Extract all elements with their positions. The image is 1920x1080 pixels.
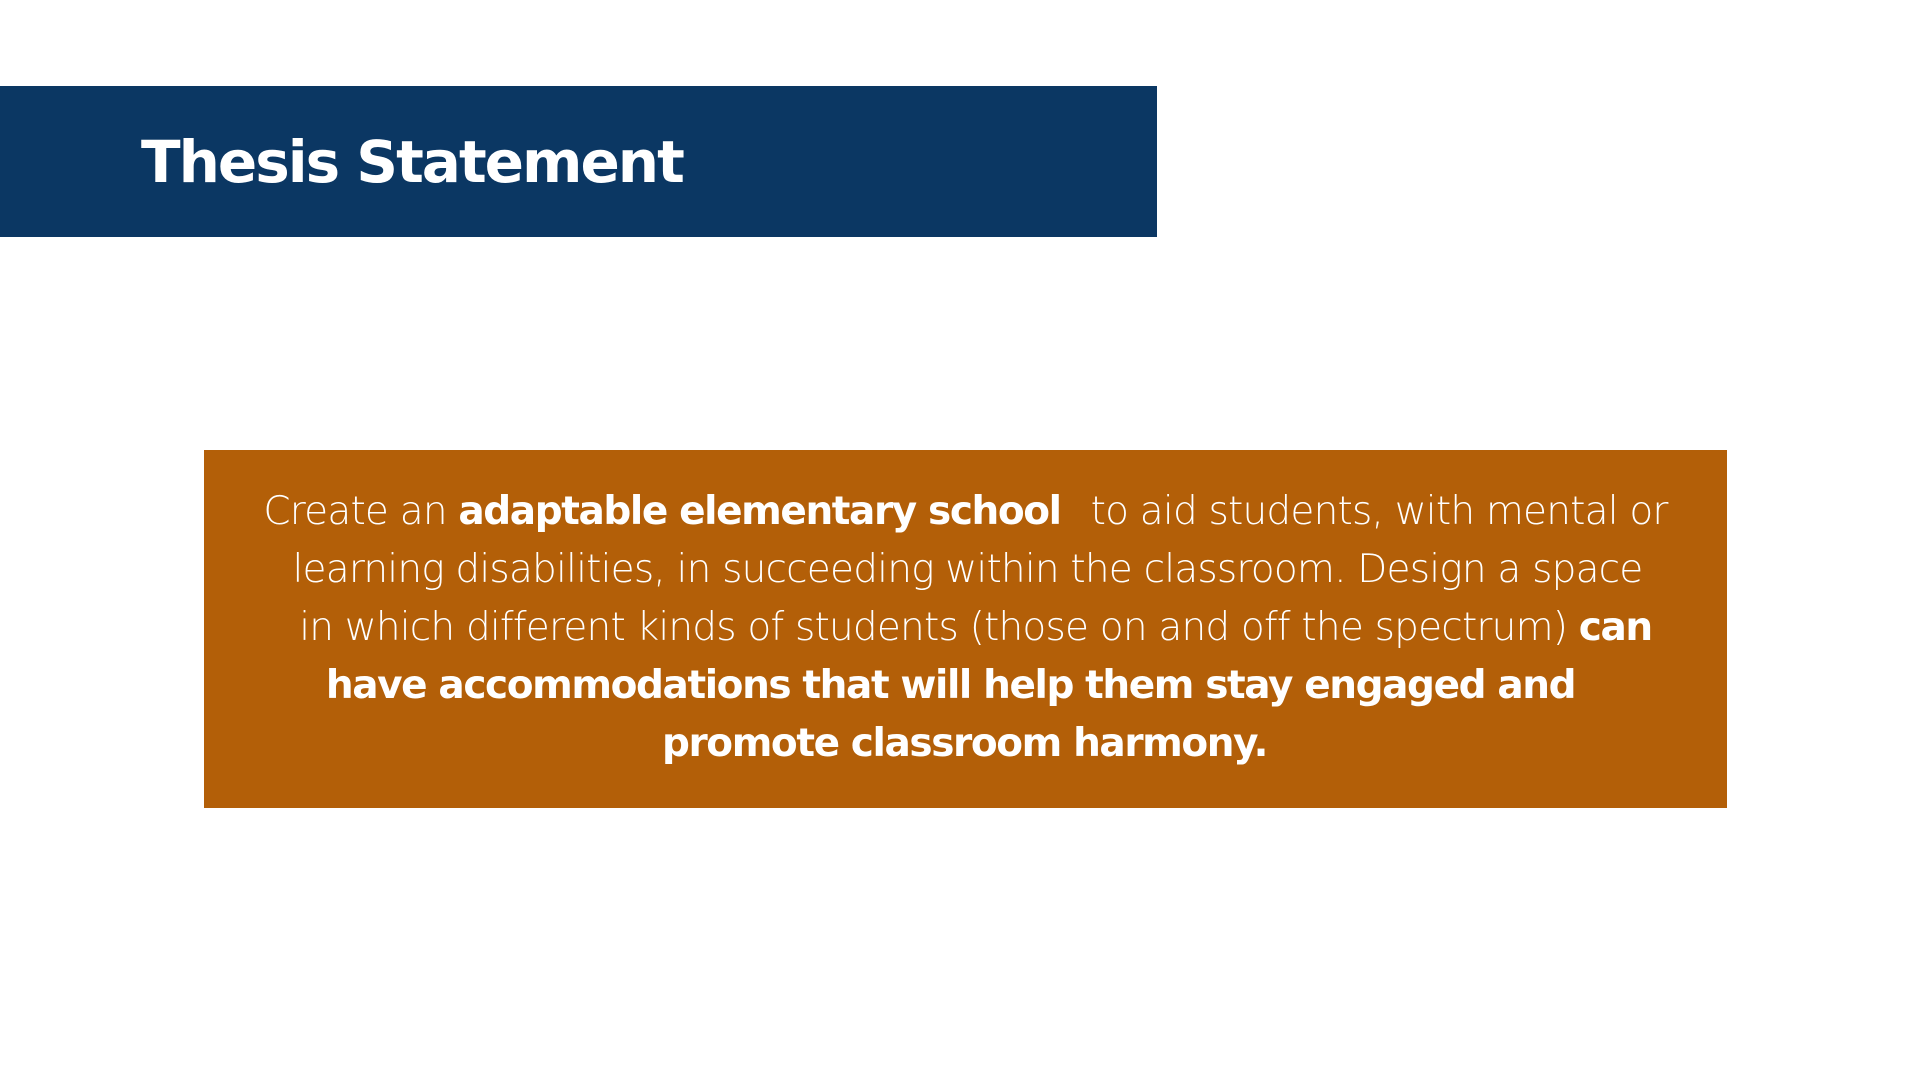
- thesis-line-2: learning disabilities, in succeeding within the classroom. Design a space: [292, 547, 1643, 592]
- thesis-emphasis-school: adaptable elementary school: [458, 489, 1061, 534]
- slide-title: Thesis Statement: [141, 128, 683, 196]
- thesis-emphasis-can: can: [1578, 605, 1652, 650]
- thesis-line-5: promote classroom harmony.: [661, 721, 1268, 766]
- thesis-line-1-start: Create an: [263, 489, 459, 534]
- thesis-line-3-start: in which different kinds of students (those on and off the spectrum): [299, 605, 1579, 650]
- thesis-line-1-end: to aid students, with mental or: [1090, 489, 1668, 534]
- thesis-line-1: [204, 483, 1727, 541]
- thesis-statement: [204, 483, 1727, 773]
- thesis-line-3: [204, 599, 1727, 657]
- thesis-line-4: have accommodations that will help them stay engaged and: [325, 663, 1576, 708]
